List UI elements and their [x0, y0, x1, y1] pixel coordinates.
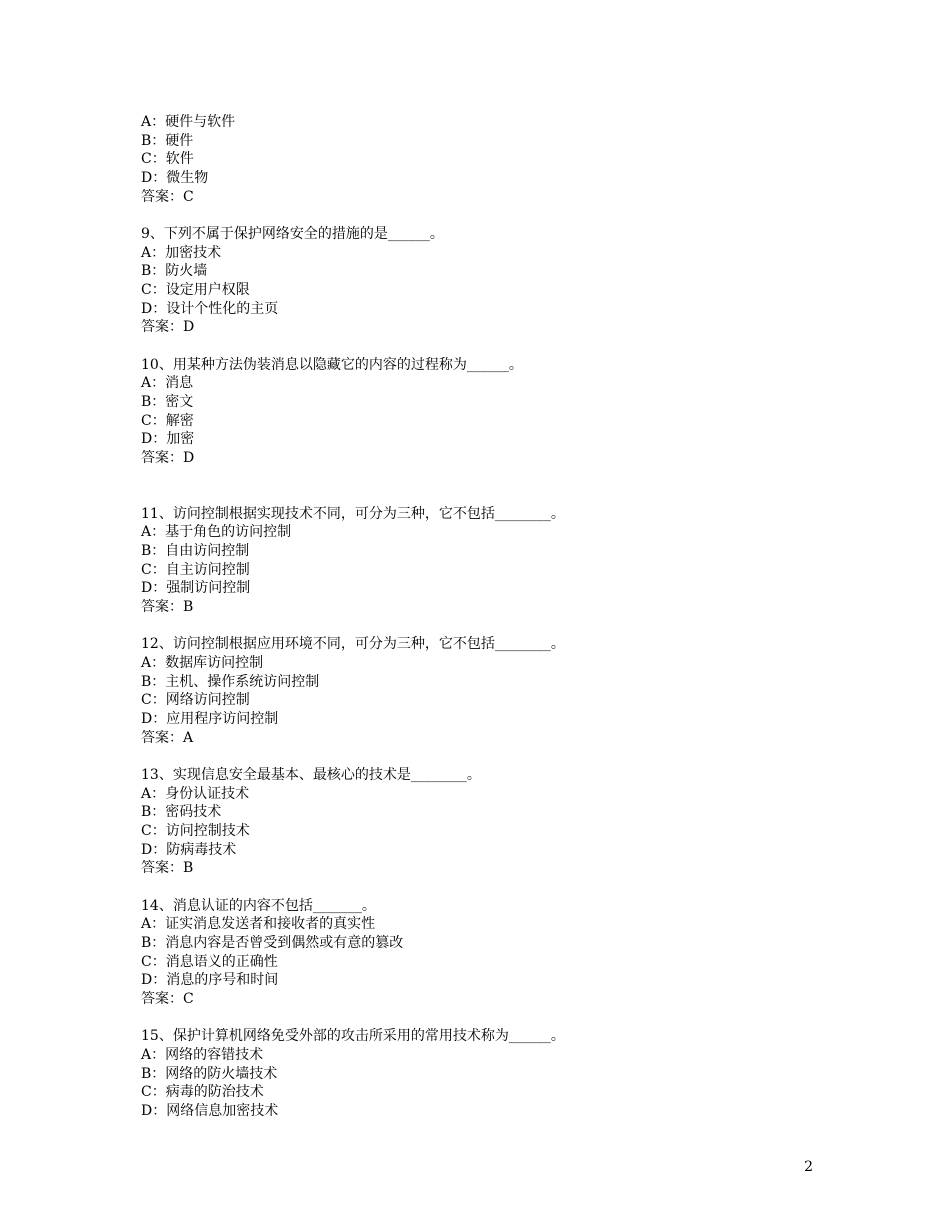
page-number: 2: [804, 1159, 813, 1175]
option-b: B：硬件: [141, 132, 194, 149]
option-c: C：设定用户权限: [141, 282, 250, 298]
option-a: A：证实消息发送者和接收者的真实性: [141, 916, 376, 933]
option-a: A：网络的容错技术: [141, 1046, 264, 1063]
question-9: [141, 225, 901, 337]
option-a: A：数据库访问控制: [141, 655, 264, 671]
question-stem: 9、下列不属于保护网络安全的措施的是______。: [141, 225, 444, 242]
option-c: C：网络访问控制: [141, 692, 250, 709]
option-a: A：硬件与软件: [141, 114, 236, 130]
option-d: D：消息的序号和时间: [141, 972, 279, 989]
question-stem: 11、访问控制根据实现技术不同，可分为三种，它不包括________。: [141, 505, 565, 522]
option-d: D：防病毒技术: [141, 841, 237, 858]
option-d: D：应用程序访问控制: [141, 711, 279, 728]
option-d: D：网络信息加密技术: [141, 1102, 279, 1119]
option-a: A：加密技术: [141, 244, 222, 261]
question-stem: 13、实现信息安全最基本、最核心的技术是________。: [141, 766, 481, 783]
question-12: [141, 635, 901, 747]
option-b: B：密文: [141, 393, 194, 410]
option-b: B：消息内容是否曾受到偶然或有意的篡改: [141, 934, 404, 951]
option-d: D：微生物: [141, 170, 209, 187]
option-d: D：设计个性化的主页: [141, 300, 279, 317]
answer: 答案：C: [141, 188, 194, 205]
question-11: [141, 505, 901, 617]
question-stem: 12、访问控制根据应用环境不同，可分为三种，它不包括________。: [141, 636, 565, 653]
option-a: A：消息: [141, 375, 194, 392]
question-13: [141, 766, 901, 878]
option-b: B：防火墙: [141, 263, 208, 280]
option-d: D：强制访问控制: [141, 580, 251, 597]
question-list: [141, 113, 901, 1121]
answer: 答案：C: [141, 991, 194, 1007]
option-c: C：访问控制技术: [141, 823, 250, 839]
option-c: C：自主访问控制: [141, 561, 250, 578]
answer: 答案：D: [141, 319, 195, 336]
option-b: B：密码技术: [141, 804, 222, 821]
option-c: C：消息语义的正确性: [141, 953, 278, 970]
answer: 答案：A: [141, 729, 194, 746]
option-c: C：病毒的防治技术: [141, 1084, 264, 1101]
question-fragment: [141, 113, 901, 206]
option-d: D：加密: [141, 431, 195, 448]
question-stem: 10、用某种方法伪装消息以隐藏它的内容的过程称为______。: [141, 356, 523, 373]
question-14: [141, 897, 901, 1009]
option-a: A：身份认证技术: [141, 785, 250, 802]
option-b: B：自由访问控制: [141, 543, 250, 560]
answer: 答案：D: [141, 450, 195, 466]
option-b: B：主机、操作系统访问控制: [141, 673, 320, 690]
option-a: A：基于角色的访问控制: [141, 524, 292, 541]
answer: 答案：B: [141, 599, 194, 616]
option-c: C：软件: [141, 151, 194, 168]
question-stem: 15、保护计算机网络免受外部的攻击所采用的常用技术称为______。: [141, 1028, 565, 1045]
question-10: [141, 356, 901, 468]
question-15: [141, 1027, 901, 1120]
option-b: B：网络的防火墙技术: [141, 1065, 278, 1082]
answer: 答案：B: [141, 860, 194, 877]
question-stem: 14、消息认证的内容不包括_______。: [141, 897, 376, 914]
option-c: C：解密: [141, 412, 194, 429]
